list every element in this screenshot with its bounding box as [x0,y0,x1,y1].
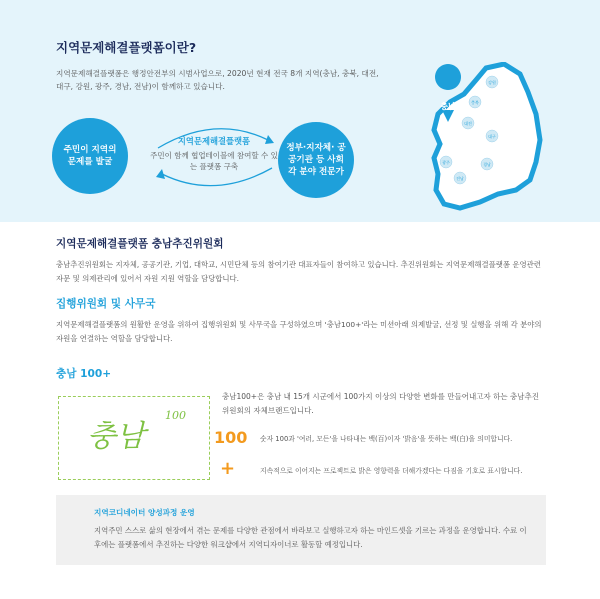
brand-logo-sup: 100 [165,409,186,422]
symbol-100: 100 [214,428,248,447]
symbol-plus: + [220,458,236,479]
committee-title: 지역문제해결플랫폼 충남추진위원회 [56,238,224,250]
map-label-daejeon: 대전 [464,121,472,126]
flow-left-circle [52,118,128,194]
map-label-jeonnam: 전남 [456,176,464,181]
flow-middle-desc: 주민이 함께 협업테이블에 참여할 수 있는 플랫폼 구축 [150,151,278,171]
flow-left-label: 주민이 지역의 문제를 발굴 [63,145,117,167]
committee-description: 충남추진위원회는 지자체, 공공기관, 기업, 대학교, 시민단체 등의 참여기관 대표자들이 참여하고 있습니다. 추진위원회는 지역문제해결플랫폼 운영관련 자문 및 의제관리에 있어서 자원 지원 역할을 담당합니다. [56,260,541,283]
executive-description: 지역문제해결플랫폼의 원활한 운영을 위하여 집행위원회 및 사무국을 구성하였으며 '충남100+'라는 미션아래 의제발굴, 선정 및 실행을 위해 각 분야의 자원을 연결하는 역할을 담당합니다. [56,320,542,343]
map-label-daegu: 대구 [488,134,496,139]
brand-logo-text: 충남 [87,419,145,454]
map-label-chungbuk: 충북 [471,100,479,105]
coordinator-description: 지역주민 스스로 삶의 현장에서 겪는 문제를 다양한 관점에서 바라보고 실행하고자 하는 마인드셋을 기르는 과정을 운영합니다. 수료 이후에는 플랫폼에서 추진하는 다양한 워크샵에서 지역디자이너로 활동할 예정입니다. [94,526,527,549]
flow-right-circle [278,122,354,198]
korea-map [424,62,554,212]
brand-description: 충남100+은 충남 내 15개 시군에서 100가지 이상의 다양한 변화를 만들어내고자 하는 충남추진위원회의 자체브랜드입니다. [222,392,540,415]
brand-logo [58,396,210,480]
map-label-gangwon: 강원 [488,80,496,85]
executive-title: 집행위원회 및 사무국 [56,298,156,310]
intro-title: 지역문제해결플랫폼이란? [56,40,197,55]
symbol-plus-desc: 지속적으로 이어지는 프로젝트로 밝은 영향력을 더해가겠다는 다짐을 기호로 표시합니다. [260,467,523,475]
flow-middle-title: 지역문제해결플랫폼 [177,136,251,146]
symbol-100-desc: 숫자 100과 '여러, 모든'을 나타내는 백(百)이자 '밝음'을 뜻하는 백(白)을 의미합니다. [260,435,513,443]
flow-right-label: 정부·지자체· 공공기관 등 사회 각 분야 전문가 [286,143,346,177]
map-label-chungnam: 충남 [440,102,456,111]
map-label-gyeongnam: 경남 [483,162,491,167]
coordinator-title: 지역코디네이터 양성과정 운영 [94,508,195,517]
brand-title: 충남 100+ [56,368,112,380]
map-label-gwangju: 광주 [442,160,450,165]
intro-description: 지역문제해결플랫폼은 행정안전부의 시범사업으로, 2020년 현재 전국 8개 지역(충남, 충북, 대전, 대구, 강원, 광주, 경남, 전남)이 함께하고 있습니다. [56,69,379,91]
